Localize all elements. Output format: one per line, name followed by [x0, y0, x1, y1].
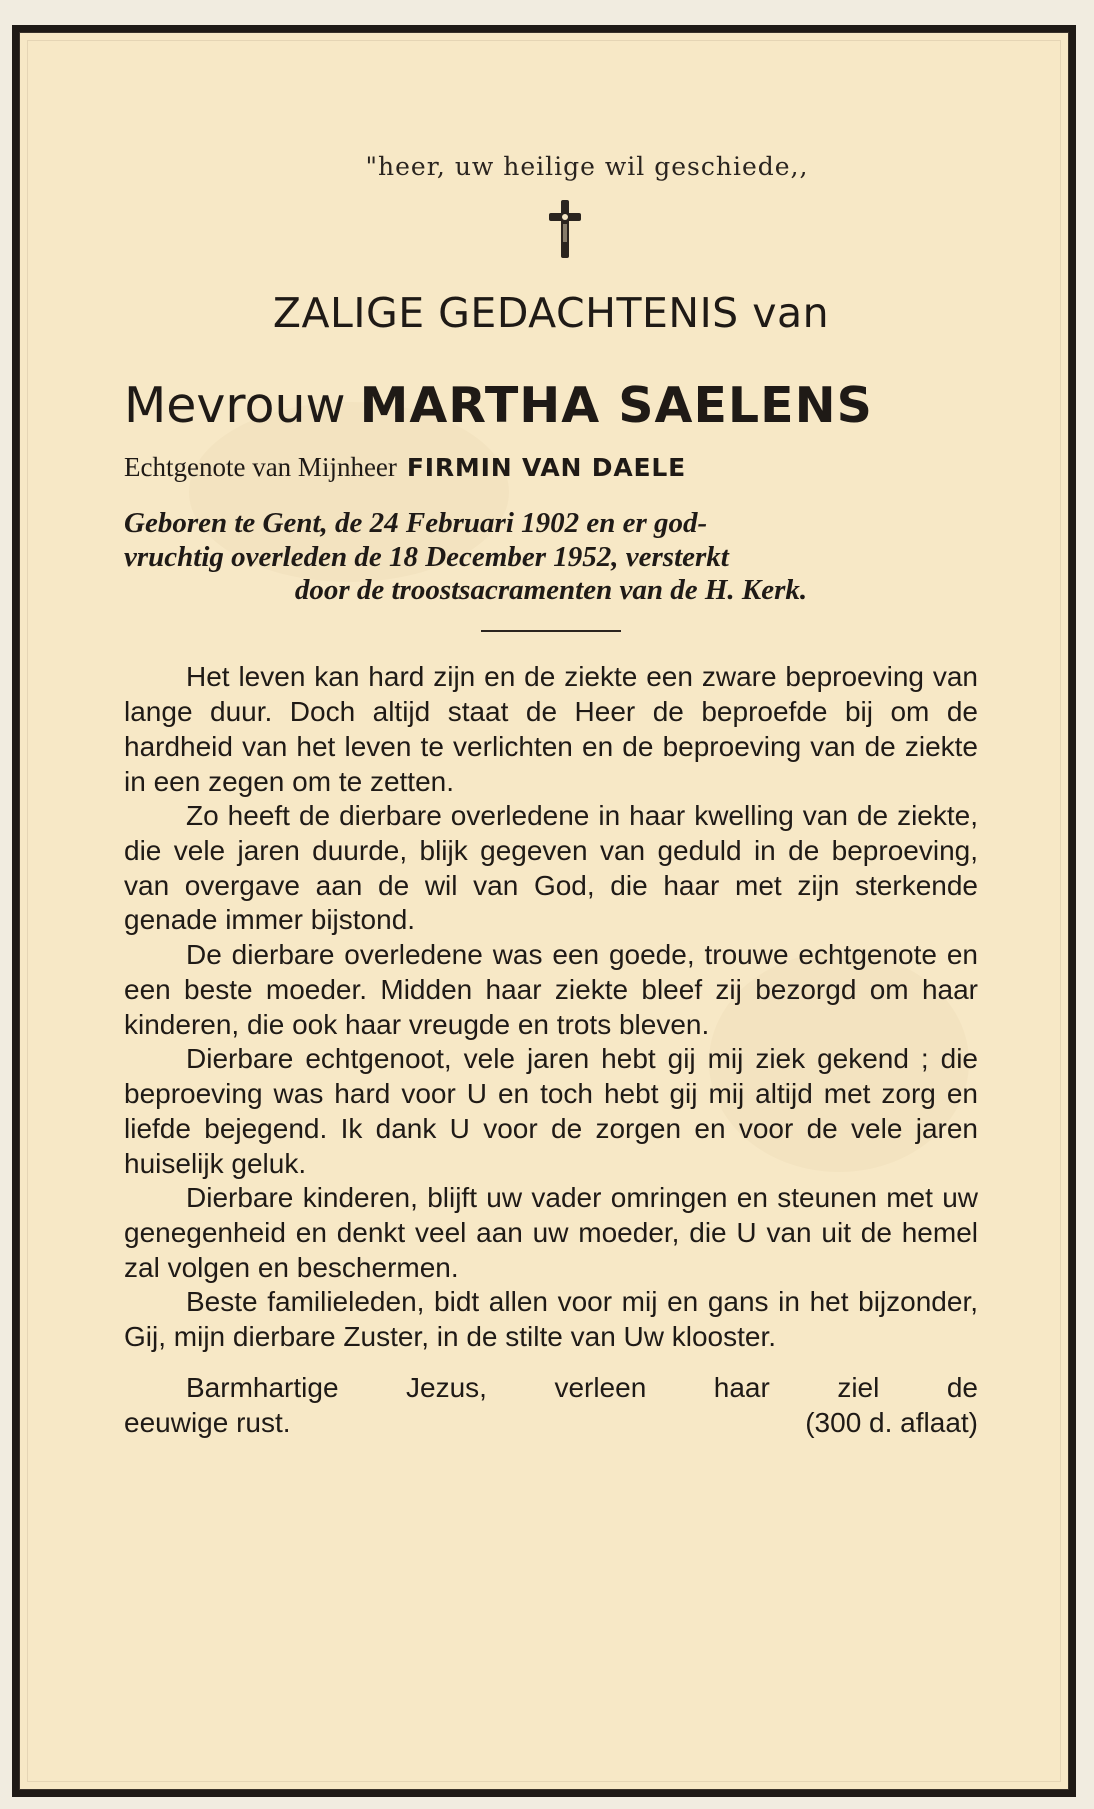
closing-rest-text: eeuwige rust. — [124, 1406, 291, 1438]
spouse-line — [124, 451, 978, 483]
memorial-card — [12, 25, 1076, 1797]
closing-line-1: Barmhartige Jezus, verleen haar ziel de — [186, 1371, 978, 1403]
title-prefix: Mevrouw — [124, 377, 346, 435]
paragraph-5-rest: en steunen met uw genegenheid en denkt veel aan uw moeder, die U van uit de hemel zal volgen en beschermen. — [124, 1182, 978, 1283]
paragraph-5 — [124, 1181, 978, 1285]
birth-death-details — [124, 507, 978, 607]
opening-quote: "heer, uw heilige wil geschiede,, — [365, 152, 809, 181]
deceased-name-line — [124, 379, 978, 433]
deceased-name: MARTHA SAELENS — [359, 377, 873, 435]
closing-line-2 — [124, 1406, 978, 1441]
birth-death-line-2: vruchtig overleden de 18 December 1952, versterkt — [124, 540, 729, 573]
paragraph-4-rest: mij ziek gekend ; die beproeving was hard voor U en toch hebt gij mij altijd met zorg en liefde bejegend. Ik dank U voor de zorgen en voor de vele jaren huiselijk geluk. — [124, 1043, 978, 1179]
birth-death-line-3: door de troostsacramenten van de H. Kerk. — [294, 574, 808, 607]
paragraph-2 — [124, 799, 978, 938]
paragraph-3 — [124, 938, 978, 1042]
paragraph-6 — [124, 1285, 978, 1354]
paragraph-1 — [124, 660, 978, 799]
memorial-heading: ZALIGE GEDACHTENIS van — [272, 289, 830, 337]
paragraph-2-first-line: Zo heeft de dierbare overledene in haar — [186, 800, 686, 832]
paragraph-1-first-line: Het leven kan hard zijn en de ziekte een — [186, 661, 693, 693]
closing-prayer — [124, 1371, 978, 1440]
spouse-prefix: Echtgenote van Mijnheer — [124, 452, 397, 483]
memorial-text — [124, 660, 978, 1440]
spouse-name: FIRMIN VAN DAELE — [406, 453, 686, 483]
indulgence-note: (300 d. aflaat) — [805, 1406, 978, 1438]
paragraph-1-rest: zware beproeving van lange duur. Doch altijd staat de Heer de beproefde bij om de hardheid van het leven te verlichten en de beproeving van de ziekte in een zegen om te zetten. — [124, 661, 979, 797]
card-content — [124, 152, 978, 1440]
paragraph-5-first-line: Dierbare kinderen, blijft uw vader omringen — [186, 1182, 728, 1214]
paragraph-4 — [124, 1042, 978, 1181]
paragraph-4-first-line: Dierbare echtgenoot, vele jaren hebt gij — [186, 1043, 696, 1075]
paragraph-3-rest: trouwe echtgenote en een beste moeder. Midden haar ziekte bleef zij bezorgd om haar kinderen, die ook haar vreugde en trots bleven. — [124, 939, 979, 1040]
cross-icon-svg — [545, 198, 585, 260]
birth-death-line-1: Geboren te Gent, de 24 Februari 1902 en er god- — [124, 507, 708, 540]
paragraph-6-first-line: Beste familieleden, bidt allen voor mij en — [186, 1286, 699, 1318]
paragraph-6-rest: gans in het bijzonder, Gij, mijn dierbare Zuster, in de stilte van Uw klooster. — [124, 1286, 979, 1353]
cross-icon — [545, 198, 585, 270]
section-divider — [481, 630, 621, 632]
paragraph-3-first-line: De dierbare overledene was een goede, — [186, 939, 695, 971]
paragraph-2-rest: kwelling van de ziekte, die vele jaren duurde, blijk gegeven van geduld in de beproeving, van overgave aan de wil van God, die haar met zijn sterkende genade immer bijstond. — [124, 800, 979, 936]
